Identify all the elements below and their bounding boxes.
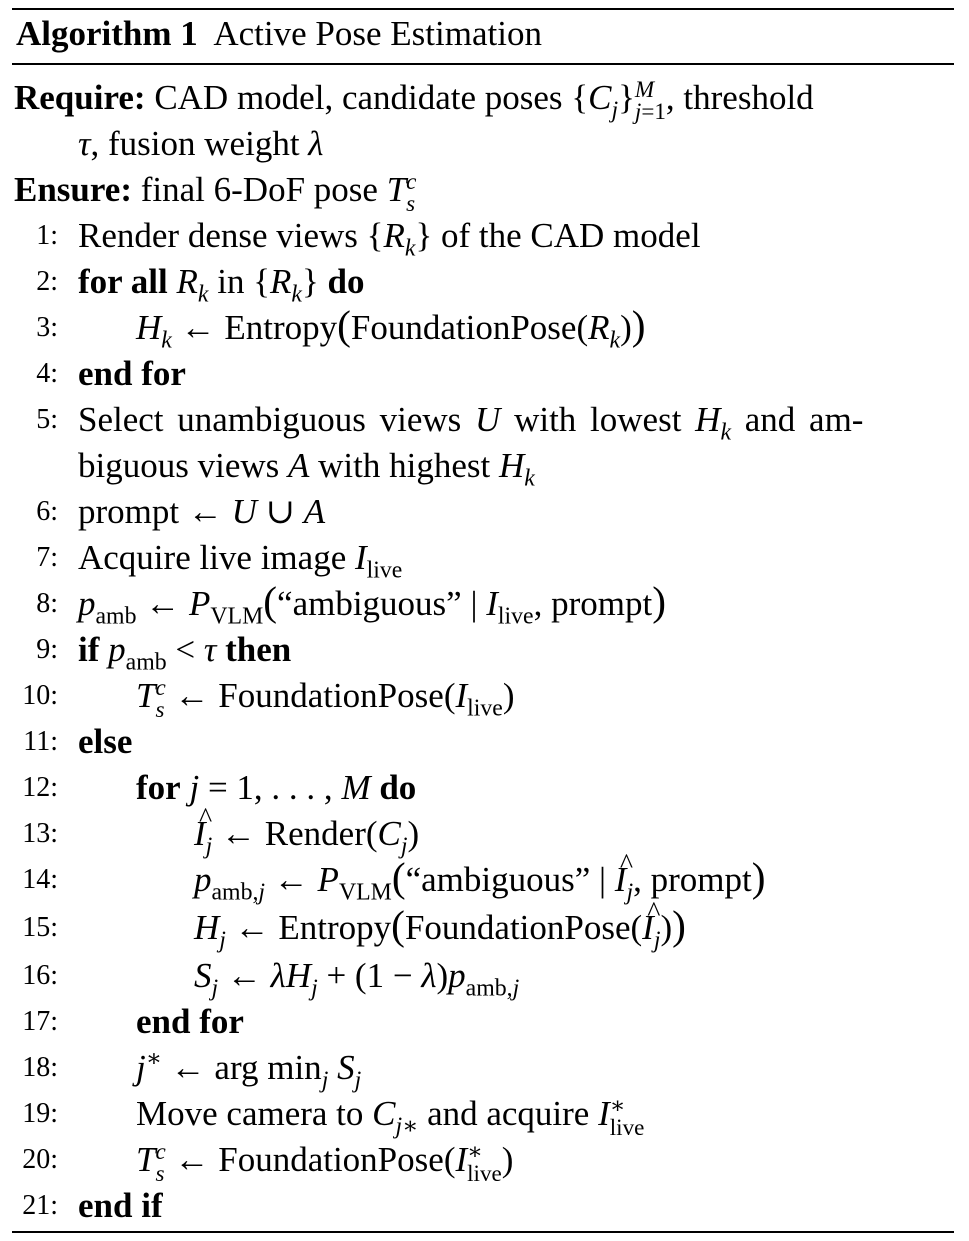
line-number: 8: (36, 588, 58, 619)
line-18: j∗ ← arg $\min_j S_j$ (136, 1045, 362, 1094)
fn-argmin: arg min (214, 1048, 322, 1087)
line-5-text-e: with highest (318, 446, 491, 485)
line-3: $H_k$ ← $Entropy(FoundationPose(R_k))$ (136, 302, 646, 354)
fn-foundationpose: FoundationPose (218, 1140, 444, 1179)
line-number: 14: (22, 864, 58, 895)
line-5-text-c: and am- (744, 400, 864, 439)
fn-entropy: Entropy (224, 308, 338, 347)
line-6-text: prompt (78, 492, 180, 531)
sub-amb: amb, (211, 879, 259, 906)
line-number: 3: (36, 312, 58, 343)
sub-amb: amb, (465, 975, 513, 1002)
line-number: 18: (22, 1052, 58, 1083)
line-number: 7: (36, 542, 58, 573)
line-7: Acquire live image $I_{live}$ (78, 538, 403, 584)
line-number: 13: (22, 818, 58, 849)
require-text-b: , threshold (665, 78, 814, 117)
sub-live: live (366, 557, 403, 584)
fn-render: Render (264, 814, 366, 853)
keyword-else: else (78, 722, 133, 761)
line-19: Move camera to $C_{j∗}$ and acquire I ∗ live (136, 1092, 645, 1141)
line-5-text-b: with lowest (514, 400, 682, 439)
ensure-text: final 6-DoF pose (140, 170, 378, 209)
fn-foundationpose: FoundationPose (350, 308, 577, 347)
word-prompt: prompt (551, 584, 653, 623)
line-6: prompt ← U ∪ A (78, 492, 326, 531)
line-number: 4: (36, 358, 58, 389)
line-number: 17: (22, 1006, 58, 1037)
line-2: for all $R_k$ in $\{R_k\}$ do (78, 262, 365, 308)
keyword-do: do (379, 768, 417, 807)
line-10: T c s ← $FoundationPose(I_{live})$ (136, 674, 515, 723)
line-number: 10: (22, 680, 58, 711)
keyword-for: for (136, 768, 181, 807)
line-2-text-in: in (217, 262, 245, 301)
line-number: 1: (36, 220, 58, 251)
line-17 (136, 1000, 244, 1044)
keyword-end-for: end for (78, 354, 186, 393)
line-number: 21: (22, 1190, 58, 1221)
sub-vlm: VLM (210, 603, 264, 630)
line-5-cont: biguous views A with highest $H_k$ (78, 446, 535, 492)
top-rule (12, 8, 954, 10)
sub-live: live (497, 603, 534, 630)
fn-entropy: Entropy (278, 908, 392, 947)
line-19-text-a: Move camera to (136, 1094, 364, 1133)
line-1-text-b: of the CAD model (441, 216, 701, 255)
algorithm-label: Algorithm 1 (16, 14, 198, 53)
line-12: for j = 1, . . . , M do (136, 768, 417, 807)
sub-live: live (467, 695, 503, 722)
line-number: 6: (36, 496, 58, 527)
sub-vlm: VLM (338, 879, 392, 906)
keyword-end-for: end for (136, 1002, 244, 1041)
line-5-text-a: Select unambiguous views (78, 400, 462, 439)
require-line-2: τ, fusion weight λ (78, 124, 324, 163)
line-5: Select unambiguous views U with lowest $H_k$ and am- (78, 400, 864, 446)
bottom-rule (12, 1231, 954, 1233)
line-11 (78, 720, 132, 764)
line-19-text-b: and acquire (427, 1094, 590, 1133)
fn-foundationpose: FoundationPose (404, 908, 631, 947)
require-text-a: CAD model, candidate poses (154, 78, 563, 117)
line-21 (78, 1184, 163, 1228)
keyword-for-all: for all (78, 262, 168, 301)
algorithm-title: Active Pose Estimation (213, 14, 542, 53)
ensure-label: Ensure: (14, 170, 132, 209)
line-15: $H_j$ ← Entropy(FoundationPose(^ $I_j$)) (194, 906, 686, 950)
ensure-line: Ensure: final 6-DoF pose T c s (14, 168, 417, 217)
line-number: 2: (36, 266, 58, 297)
require-text-c: , fusion weight (90, 124, 300, 163)
line-16: $S_j$ ← $\lambda H_j + (1 - \lambda)p_{amb,j}$ (194, 956, 520, 1002)
fn-foundationpose: FoundationPose (218, 676, 444, 715)
keyword-do: do (327, 262, 365, 301)
caption-rule (12, 63, 954, 65)
line-1-text-a: Render dense views (78, 216, 358, 255)
sub-live: live (609, 1114, 645, 1141)
algorithm-caption (16, 14, 542, 54)
line-number: 15: (22, 912, 58, 943)
line-5-text-d: biguous views (78, 446, 280, 485)
line-number: 20: (22, 1144, 58, 1175)
line-number: 11: (23, 726, 58, 757)
keyword-end-if: end if (78, 1186, 163, 1225)
keyword-if: if (78, 630, 100, 669)
line-number: 5: (36, 404, 58, 435)
line-13: ^ $I_j$ ← $Render(C_j)$ (194, 812, 419, 856)
line-number: 12: (22, 772, 58, 803)
quote-ambiguous: “ambiguous” (277, 584, 462, 623)
line-number: 9: (36, 634, 58, 665)
sub-amb: amb (95, 603, 137, 630)
line-number: 19: (22, 1098, 58, 1129)
word-prompt: prompt (650, 860, 752, 899)
require-line: Require: CAD model, candidate poses $\{C_j\}$ M j=1 , threshold (14, 76, 814, 125)
line-9: if $p_{amb} < \tau$ then (78, 630, 292, 676)
line-1: Render dense views $\{R_k\}$ of the CAD model (78, 216, 701, 262)
require-label: Require: (14, 78, 146, 117)
line-8: $p_{amb}$ ← $P_{VLM}(“ambiguous$” | $I_{live}$, prompt) (78, 578, 666, 630)
sub-live: live (467, 1160, 502, 1187)
quote-ambiguous: “ambiguous” (405, 860, 591, 899)
sub-amb: amb (125, 649, 167, 676)
line-14: $p_{amb,j}$ ← $P_{VLM}(“ambiguous$” | ^ $I_j$, prompt) (194, 858, 765, 902)
line-20: T c s ← FoundationPose(I ∗ live ) (136, 1138, 514, 1187)
line-4 (78, 352, 186, 396)
line-number: 16: (22, 960, 58, 991)
keyword-then: then (225, 630, 292, 669)
line-7-text: Acquire live image (78, 538, 347, 577)
